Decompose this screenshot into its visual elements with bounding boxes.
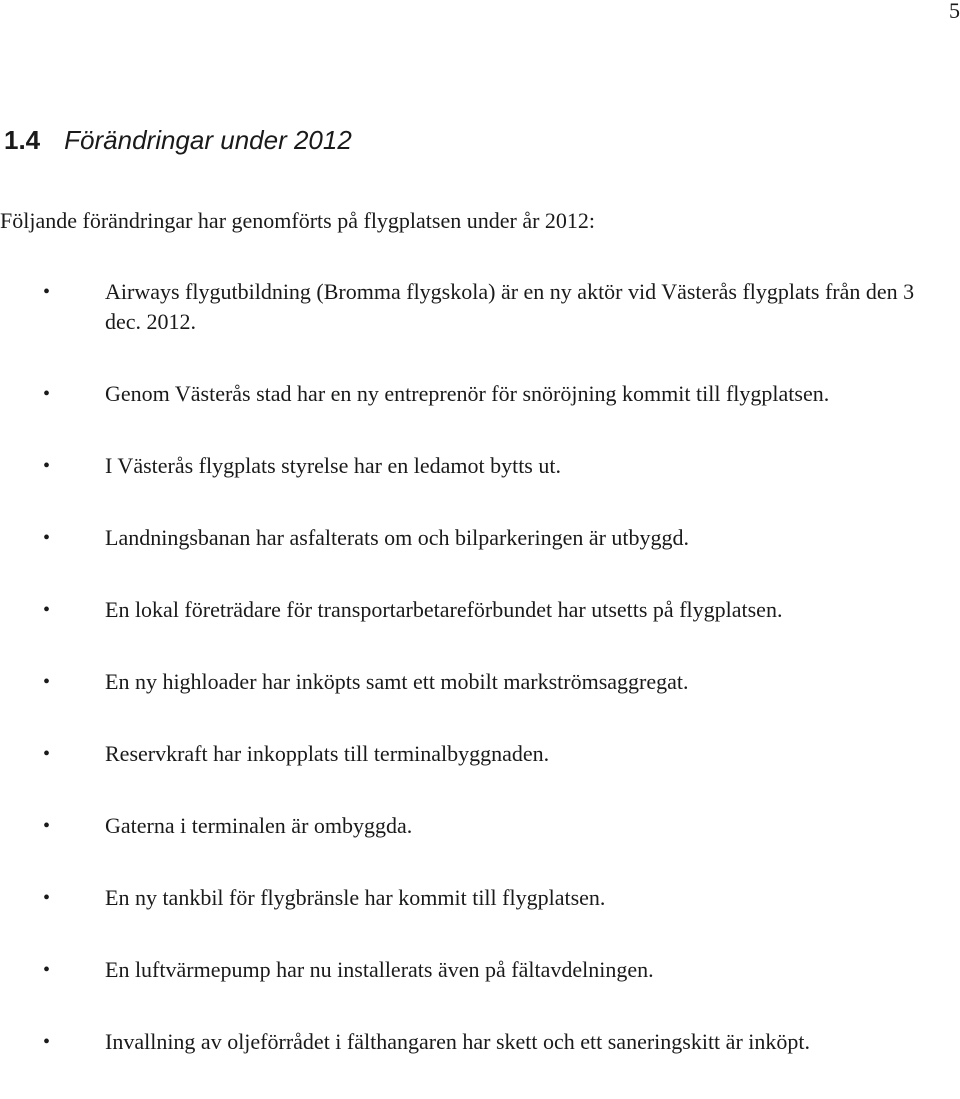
bullet-icon: • xyxy=(43,959,51,981)
bullet-icon: • xyxy=(43,671,51,693)
list-item xyxy=(0,667,960,697)
bullet-icon: • xyxy=(43,887,51,909)
list-item xyxy=(0,595,960,625)
list-item-text: Genom Västerås stad har en ny entreprenör för snöröjning kommit till flygplatsen. xyxy=(105,381,830,406)
change-list xyxy=(0,277,960,1099)
bullet-icon: • xyxy=(43,527,51,549)
bullet-icon: • xyxy=(43,455,51,477)
list-item-text: Invallning av oljeförrådet i fälthangaren har skett och ett saneringskitt är inköpt. xyxy=(105,1029,810,1054)
section-title: Förändringar under 2012 xyxy=(64,125,352,155)
list-item xyxy=(0,739,960,769)
list-item-text: En luftvärmepump har nu installerats även på fältavdelningen. xyxy=(105,957,654,982)
list-item-text: Airways flygutbildning (Bromma flygskola) är en ny aktör vid Västerås flygplats från den 3 dec. 2012. xyxy=(105,279,915,334)
list-item xyxy=(0,379,960,409)
list-item xyxy=(0,523,960,553)
bullet-icon: • xyxy=(43,815,51,837)
list-item xyxy=(0,451,960,481)
list-item-text: Landningsbanan har asfalterats om och bilparkeringen är utbyggd. xyxy=(105,525,690,550)
list-item-text: I Västerås flygplats styrelse har en ledamot bytts ut. xyxy=(105,453,561,478)
bullet-icon: • xyxy=(43,1031,51,1053)
list-item-text: En lokal företrädare för transportarbetareförbundet har utsetts på flygplatsen. xyxy=(105,597,783,622)
list-item xyxy=(0,277,960,337)
page-number: 5 xyxy=(949,0,960,23)
bullet-icon: • xyxy=(43,383,51,405)
list-item-text: Reservkraft har inkopplats till terminalbyggnaden. xyxy=(105,741,550,766)
intro-paragraph: Följande förändringar har genomförts på flygplatsen under år 2012: xyxy=(0,208,596,233)
list-item-text: En ny tankbil för flygbränsle har kommit till flygplatsen. xyxy=(105,885,606,910)
section-heading xyxy=(4,124,352,156)
bullet-icon: • xyxy=(43,281,51,303)
list-item xyxy=(0,955,960,985)
list-item xyxy=(0,1027,960,1057)
bullet-icon: • xyxy=(43,599,51,621)
bullet-icon: • xyxy=(43,743,51,765)
list-item-text: En ny highloader har inköpts samt ett mobilt markströmsaggregat. xyxy=(105,669,689,694)
list-item-text: Gaterna i terminalen är ombyggda. xyxy=(105,813,413,838)
list-item xyxy=(0,811,960,841)
section-number: 1.4 xyxy=(4,125,41,155)
list-item xyxy=(0,883,960,913)
